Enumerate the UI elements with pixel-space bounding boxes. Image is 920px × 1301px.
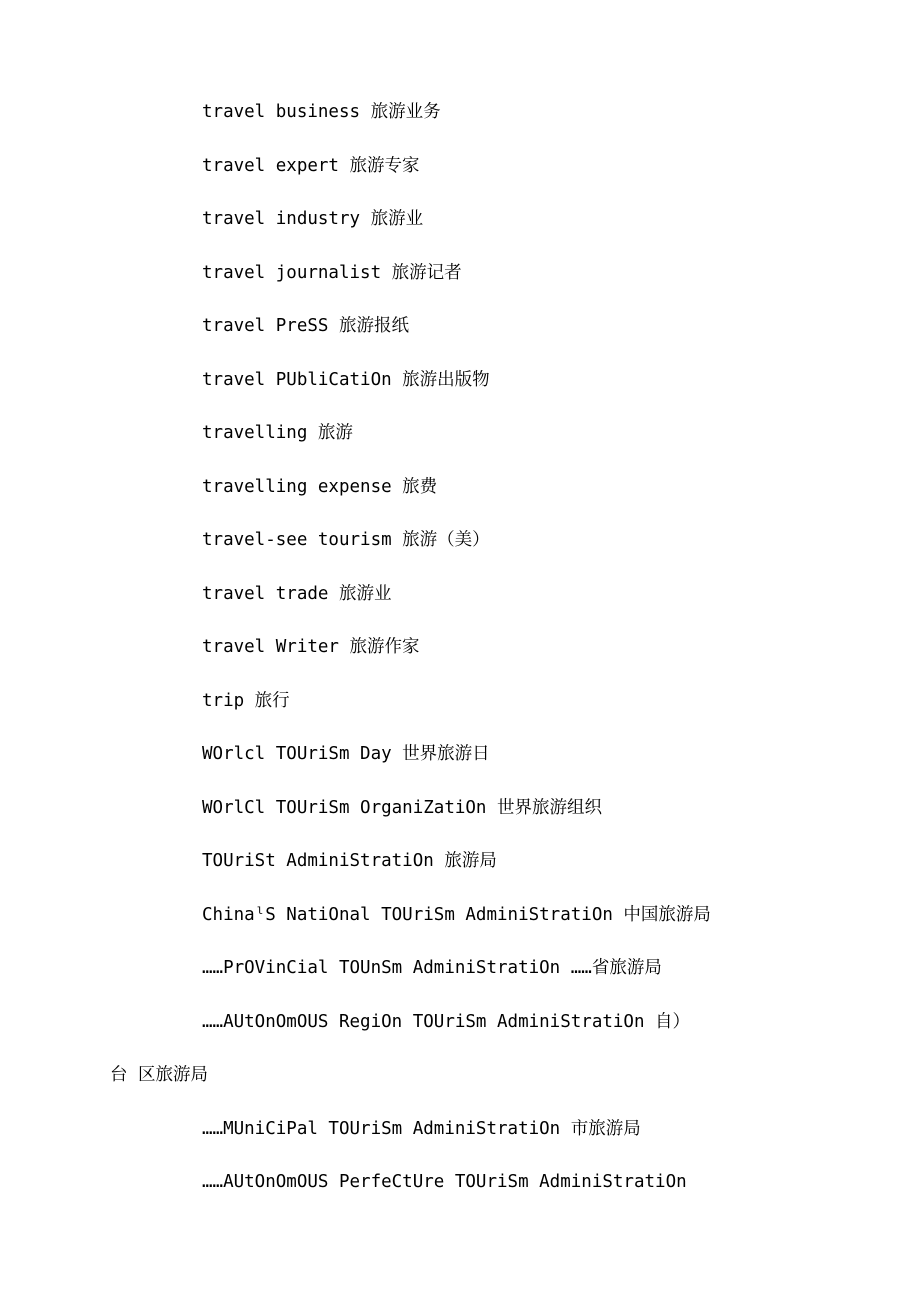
document-line: ……AUtOnOmOUS PerfeCtUre TOUriSm AdminiStratiOn [202,1172,687,1192]
document-line: TOUriSt AdminiStratiOn 旅游局 [202,851,497,871]
document-line: trip 旅行 [202,690,290,711]
document-line: ……AUtOnOmOUS RegiOn TOUriSm AdminiStratiOn 自） [202,1011,691,1032]
document-line: WOrlcl TOUriSm Day 世界旅游日 [202,744,490,764]
document-line: travel journalist 旅游记者 [202,262,462,283]
document-line: travel business 旅游业务 [202,102,441,122]
document-line: travel PreSS 旅游报纸 [202,316,409,336]
document-body [0,86,920,1210]
document-line: travel PUbliCatiOn 旅游出版物 [202,369,490,390]
document-line: travel industry 旅游业 [202,209,424,229]
document-line: travel Writer 旅游作家 [202,637,420,657]
document-line: WOrlCl TOUriSm OrganiZatiOn 世界旅游组织 [202,797,603,818]
document-line: ChinaˡS NatiOnal TOUriSm AdminiStratiOn 中国旅游局 [202,904,711,925]
document-line: travelling expense 旅费 [202,476,438,497]
document-line: ……MUniCiPal TOUriSm AdminiStratiOn 市旅游局 [202,1118,641,1139]
document-line: travel expert 旅游专家 [202,155,420,176]
document-line: 台 区旅游局 [110,1065,209,1085]
document-line: travel trade 旅游业 [202,583,392,604]
document-line: ……PrOVinCial TOUnSm AdminiStratiOn ……省旅游局 [202,958,662,978]
document-line: travelling 旅游 [202,423,353,443]
document-line: travel-see tourism 旅游（美） [202,530,490,550]
